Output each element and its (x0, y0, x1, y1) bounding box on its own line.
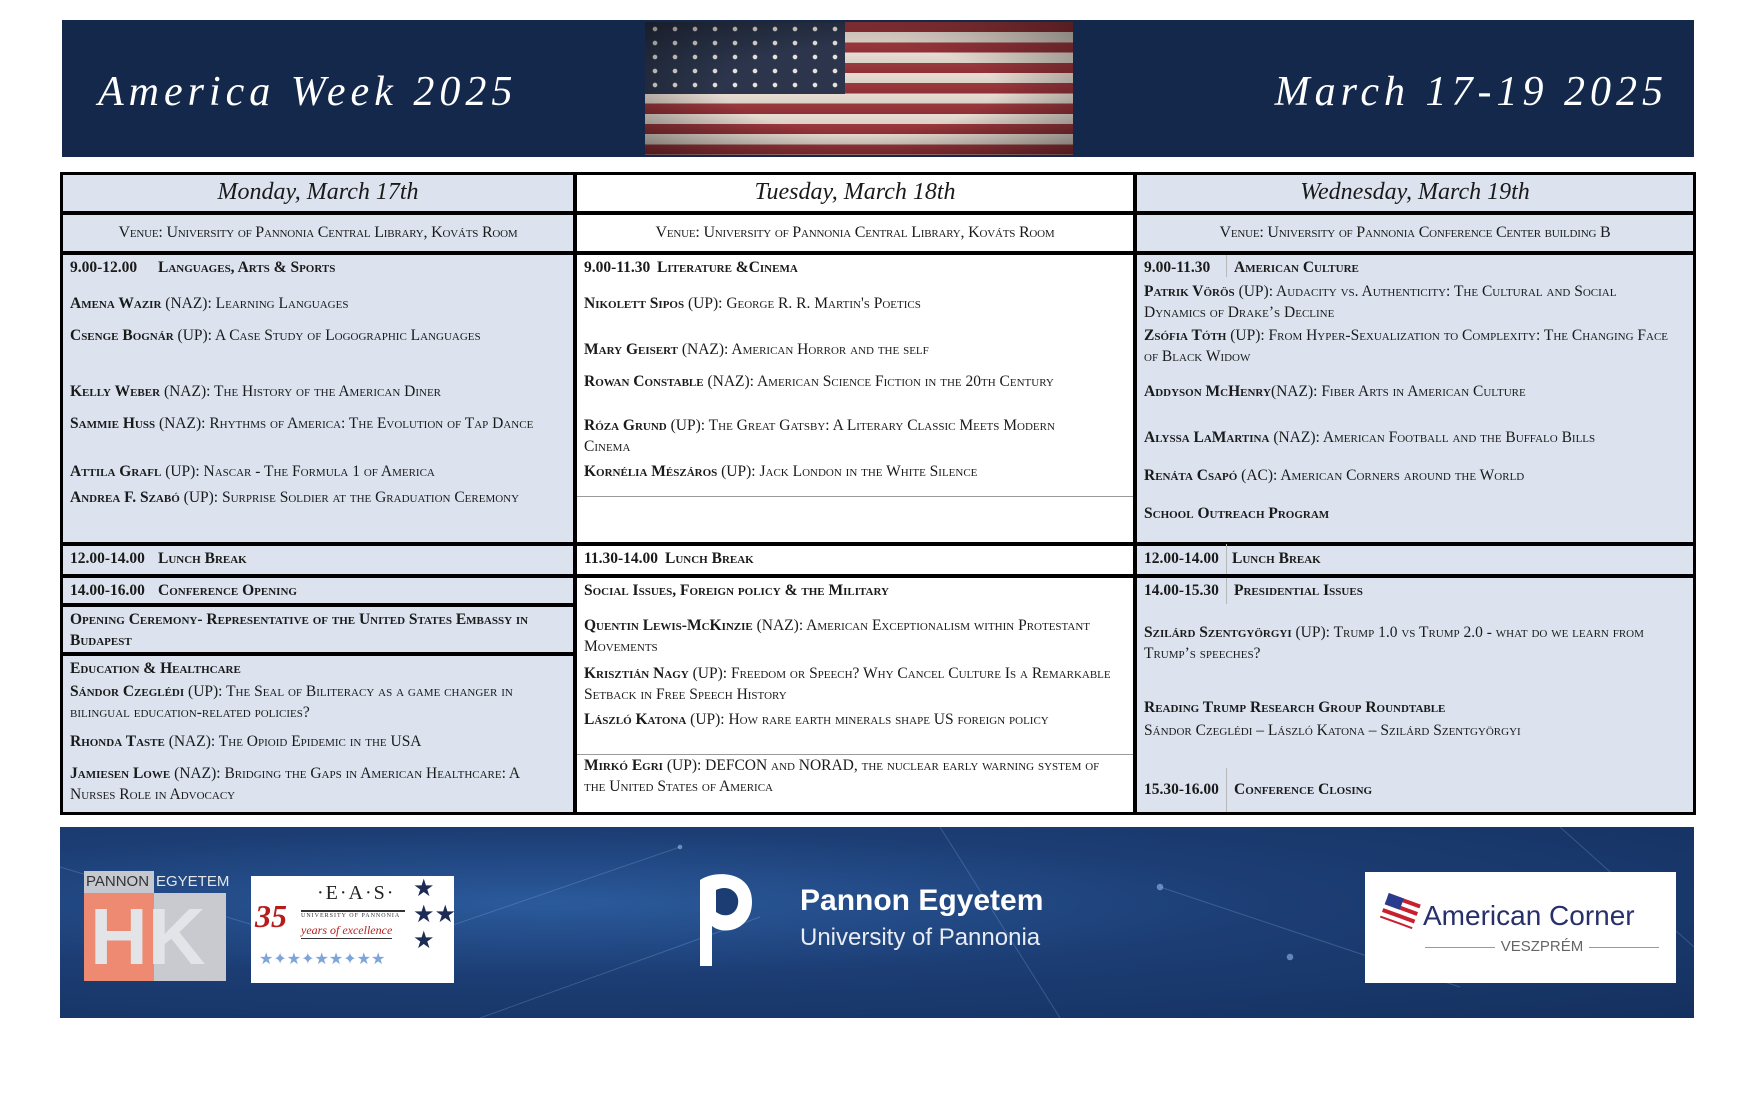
eas-text: ·E·A·S· (317, 882, 396, 904)
talk-title: Fiber Arts in American Culture (1321, 383, 1526, 400)
talk-title: Audacity vs. Authenticity: The Cultural and Social Dynamics of Drake’s Decline (1144, 283, 1617, 321)
speaker-affiliation: (NAZ): (160, 383, 215, 400)
session-title: Conference Opening (158, 582, 297, 599)
row-divider (1137, 211, 1693, 215)
talk-title: Surprise Soldier at the Graduation Ceremony (221, 489, 520, 506)
speaker-name: Szilárd Szentgyörgyi (1144, 624, 1292, 641)
speaker-affiliation: (UP): (184, 683, 227, 700)
session-time: 9.00-11.30 (584, 259, 651, 276)
talk-title: A Case Study of Logographic Languages (215, 327, 481, 344)
talk-title: From Hyper-Sexualization to Complexity: The Changing Face of Black Widow (1144, 327, 1669, 365)
speaker-name: László Katona (584, 711, 687, 728)
time-divider (1226, 544, 1227, 574)
speaker-name: Mary Geisert (584, 341, 678, 358)
venue-label: Venue: University of Pannonia Conference Center building B (1219, 224, 1611, 241)
session-title: Literature &Cinema (657, 259, 798, 276)
speaker-name: Róza Grund (584, 417, 667, 434)
speaker-affiliation: (NAZ): (170, 765, 225, 782)
lunch-label: Lunch Break (158, 550, 247, 567)
lunch-time: 12.00-14.00 (1144, 550, 1219, 567)
speaker-name: Mirkó Egri (584, 757, 663, 774)
speaker-affiliation: (NAZ): (1270, 383, 1322, 400)
talk-title: American Science Fiction in the 20th Century (756, 373, 1054, 390)
schedule-table (60, 172, 1696, 815)
talk-item (70, 461, 560, 482)
sponsor-footer (60, 827, 1694, 1018)
row-divider (577, 251, 1133, 255)
speaker-name: Rowan Constable (584, 373, 704, 390)
talk-item (584, 415, 1104, 457)
star-icon: ★ ★★ ★ (413, 876, 457, 954)
talk-item (70, 293, 560, 314)
row-divider (63, 542, 573, 546)
day-title: Tuesday, March 18th (754, 179, 956, 205)
speaker-affiliation: (UP): (684, 295, 727, 312)
closing-time: 15.30-16.00 (1144, 781, 1219, 798)
talk-item (584, 709, 1124, 730)
lunch-time: 11.30-14.00 (584, 550, 659, 567)
day-title: Wednesday, March 19th (1300, 179, 1530, 205)
speaker-affiliation: (NAZ): (155, 415, 210, 432)
eas-university: UNIVERSITY OF PANNONIA (301, 910, 405, 920)
speaker-name: Kornélia Mészáros (584, 463, 718, 480)
row-divider (1137, 251, 1693, 255)
day-column-0 (63, 175, 573, 812)
day-column-2 (1137, 175, 1693, 812)
hk-logo (84, 871, 230, 981)
talk-title: Rhythms of America: The Evolution of Tap Dance (209, 415, 534, 432)
speaker-name: Quentin Lewis-McKinzie (584, 617, 753, 634)
roundtable-members: Sándor Czeglédi – László Katona – Szilárd Szentgyörgyi (1144, 722, 1521, 739)
talk-title: Freedom or Speech? Why Cancel Culture Is a Remarkable Setback in Free Speech History (584, 665, 1111, 703)
speaker-name: Addyson McHenry (1144, 383, 1271, 400)
session-title: Social Issues, Foreign policy & the Military (584, 582, 889, 599)
column-divider (573, 175, 577, 812)
talk-item (1144, 465, 1679, 486)
time-divider (1226, 255, 1227, 277)
talk-item (70, 763, 565, 805)
session-title: American Culture (1234, 259, 1359, 276)
session-time: 14.00-15.30 (1144, 582, 1219, 599)
event-dates: March 17-19 2025 (1274, 69, 1668, 115)
speaker-name: Jamiesen Lowe (70, 765, 171, 782)
talk-item (1144, 281, 1679, 323)
speaker-name: Sándor Czeglédi (70, 683, 185, 700)
talk-title: The Seal of Biliteracy as a game changer in bilingual education-related policies? (70, 683, 513, 721)
speaker-name: Andrea F. Szabó (70, 489, 180, 506)
speaker-affiliation: (AC): (1237, 467, 1281, 484)
talk-title: Learning Languages (215, 295, 349, 312)
eas-logo (251, 876, 457, 983)
hk-logo-letters: HK (90, 893, 206, 981)
speaker-affiliation: (UP): (1234, 283, 1277, 300)
session-time: 9.00-12.00 (70, 259, 138, 276)
hk-logo-pannon: PANNON (84, 871, 154, 893)
talk-title: American Football and the Buffalo Bills (1322, 429, 1596, 446)
eas-number: 35 (255, 898, 287, 934)
venue-label: Venue: University of Pannonia Central Library, Kováts Room (655, 224, 1055, 241)
session-time: 14.00-16.00 (70, 582, 145, 599)
dotted-divider (577, 754, 1133, 755)
row-divider (1137, 542, 1693, 546)
speaker-affiliation: (NAZ): (164, 733, 219, 750)
speaker-name: Amena Wazir (70, 295, 162, 312)
subsession-title: Education & Healthcare (70, 660, 241, 677)
row-divider (63, 652, 573, 656)
talk-title: How rare earth minerals shape US foreign policy (728, 711, 1049, 728)
row-divider (577, 211, 1133, 215)
talk-item (584, 371, 1104, 392)
talk-title: The History of the American Diner (214, 383, 442, 400)
talk-item (584, 293, 1104, 314)
speaker-affiliation: (NAZ): (1269, 429, 1323, 446)
speaker-name: Zsófia Tóth (1144, 327, 1227, 344)
speaker-name: School Outreach Program (1144, 505, 1330, 522)
column-divider (1133, 175, 1137, 812)
row-divider (577, 574, 1133, 578)
stars-icon: ★ ✦ ★ ✦ ★ ★ ✦ ★ ★ (259, 951, 384, 968)
session-title: Presidential Issues (1234, 582, 1363, 599)
talk-title: Nascar - The Formula 1 of America (203, 463, 435, 480)
row-divider (63, 603, 573, 607)
talk-item (70, 731, 565, 752)
talk-item (584, 339, 1104, 360)
speaker-affiliation: (UP): (173, 327, 215, 344)
talk-item (70, 325, 560, 346)
speaker-affiliation: (UP): (666, 417, 709, 434)
roundtable-title: Reading Trump Research Group Roundtable (1144, 699, 1446, 716)
talk-title: American Corners around the World (1280, 467, 1525, 484)
talk-item (70, 413, 560, 434)
talk-item (584, 615, 1124, 657)
american-corner-name: American Corner (1423, 900, 1635, 931)
speaker-name: Sammie Huss (70, 415, 156, 432)
row-divider (63, 574, 573, 578)
talk-title: American Exceptionalism within Protestant Movements (584, 617, 1090, 655)
talk-item (70, 487, 560, 508)
dotted-divider (577, 496, 1133, 497)
row-divider (1137, 574, 1693, 578)
speaker-name: Alyssa LaMartina (1144, 429, 1270, 446)
american-corner-city: VESZPRÉM (1425, 938, 1659, 956)
talk-title: George R. R. Martin's Poetics (726, 295, 921, 312)
eas-tagline: years of excellence (301, 923, 393, 937)
talk-title: The Opioid Epidemic in the USA (218, 733, 422, 750)
speaker-affiliation: (NAZ): (677, 341, 732, 358)
time-divider (1226, 768, 1227, 812)
event-title: America Week 2025 (98, 69, 518, 115)
venue-label: Venue: University of Pannonia Central Library, Kováts Room (118, 224, 518, 241)
speaker-name: Nikolett Sipos (584, 295, 685, 312)
speaker-affiliation: (UP): (662, 757, 706, 774)
talk-item (1144, 427, 1679, 448)
talk-item (584, 663, 1124, 705)
talk-title: Bridging the Gaps in American Healthcare: A Nurses Role in Advocacy (70, 765, 520, 803)
row-divider (577, 542, 1133, 546)
talk-item (1144, 503, 1679, 524)
lunch-time: 12.00-14.00 (70, 550, 145, 567)
talk-title: The Great Gatsby: A Literary Classic Meets Modern Cinema (584, 417, 1055, 455)
hk-logo-egyetem: EGYETEM (156, 873, 230, 890)
speaker-name: Patrik Vörös (1144, 283, 1235, 300)
speaker-affiliation: (NAZ): (752, 617, 807, 634)
american-corner-logo (1365, 872, 1676, 983)
speaker-name: Kelly Weber (70, 383, 161, 400)
speaker-affiliation: (UP): (179, 489, 222, 506)
talk-title: Trump 1.0 vs Trump 2.0 - what do we learn from Trump’s speeches? (1144, 624, 1644, 662)
session-title: Languages, Arts & Sports (158, 259, 336, 276)
day-column-1 (577, 175, 1133, 812)
row-divider (63, 251, 573, 255)
speaker-name: Rhonda Taste (70, 733, 165, 750)
talk-item (70, 381, 560, 402)
pannon-name: Pannon Egyetem (800, 884, 1044, 917)
lunch-label: Lunch Break (1232, 550, 1321, 567)
talk-title: Jack London in the White Silence (759, 463, 978, 480)
time-divider (1226, 578, 1227, 604)
speaker-name: Krisztián Nagy (584, 665, 689, 682)
talk-title: American Horror and the self (731, 341, 929, 358)
talk-item (70, 681, 565, 723)
session-time: 9.00-11.30 (1144, 259, 1211, 276)
talk-item (584, 755, 1124, 797)
talk-item (584, 461, 1104, 482)
talk-item (1144, 381, 1679, 402)
pannon-p-icon (694, 870, 754, 966)
header-banner (62, 20, 1694, 157)
speaker-affiliation: (NAZ): (161, 295, 216, 312)
speaker-affiliation: (UP): (161, 463, 204, 480)
opening-ceremony: Opening Ceremony- Representative of the United States Embassy in Budapest (70, 611, 529, 649)
speaker-affiliation: (UP): (688, 665, 731, 682)
speaker-name: Csenge Bognár (70, 327, 174, 344)
speaker-affiliation: (UP): (717, 463, 760, 480)
waving-flag-icon (1379, 892, 1421, 932)
pannon-logo (694, 870, 1094, 970)
talk-title: DEFCON and NORAD, the nuclear early warning system of the United States of America (584, 757, 1100, 795)
lunch-label: Lunch Break (665, 550, 754, 567)
row-divider (63, 211, 573, 215)
speaker-name: Renáta Csapó (1144, 467, 1238, 484)
speaker-affiliation: (NAZ): (703, 373, 757, 390)
us-flag-icon (645, 22, 1073, 155)
speaker-affiliation: (UP): (1291, 624, 1334, 641)
speaker-name: Attila Grafl (70, 463, 162, 480)
speaker-affiliation: (UP): (686, 711, 729, 728)
talk-item (1144, 325, 1679, 367)
speaker-affiliation: (UP): (1226, 327, 1269, 344)
pannon-subtitle: University of Pannonia (800, 924, 1041, 951)
closing-title: Conference Closing (1234, 781, 1373, 798)
talk-item (1144, 622, 1679, 664)
day-title: Monday, March 17th (217, 179, 419, 205)
